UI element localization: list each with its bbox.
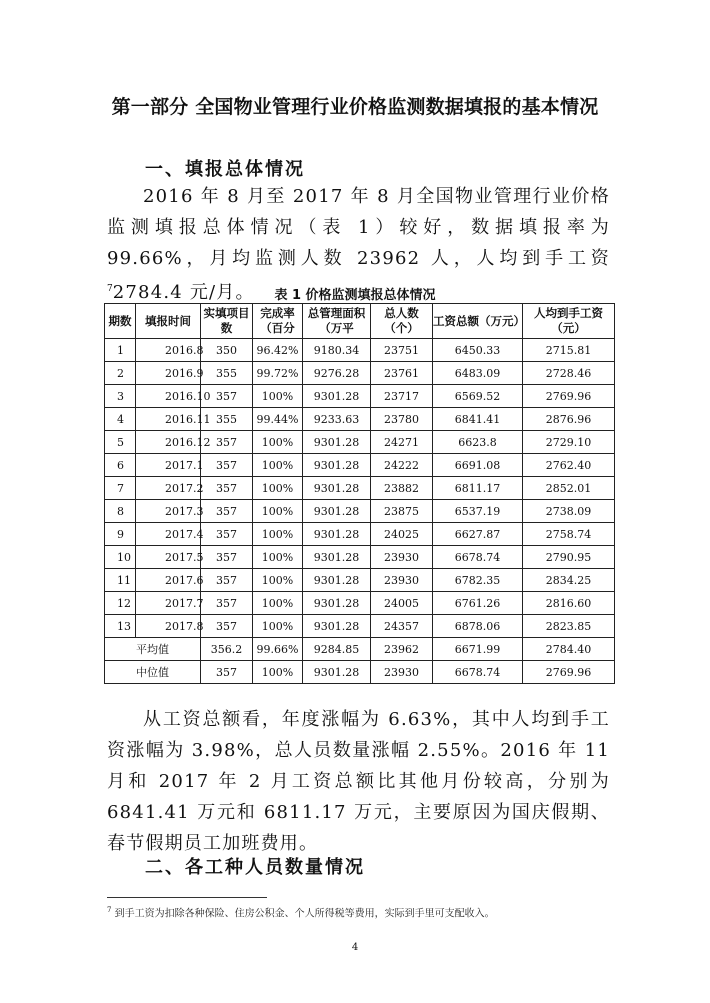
cell-completion-rate: 100%	[253, 477, 303, 500]
cell-items-filled: 357	[201, 500, 253, 523]
cell-completion-rate: 100%	[253, 546, 303, 569]
cell-total-wages: 6623.8	[433, 431, 523, 454]
cell-avg-take-home: 2762.40	[523, 454, 615, 477]
cell-completion-rate: 100%	[253, 661, 303, 684]
table-row	[105, 454, 615, 477]
cell-avg-take-home: 2728.46	[523, 362, 615, 385]
footnote-mark: 7	[107, 906, 112, 914]
table-summary-row	[105, 638, 615, 661]
cell-completion-rate: 99.72%	[253, 362, 303, 385]
monitoring-summary-table	[104, 303, 615, 684]
cell-report-time: 2017.5	[136, 546, 201, 569]
cell-avg-take-home: 2816.60	[523, 592, 615, 615]
cell-total-wages: 6691.08	[433, 454, 523, 477]
cell-period: 7	[105, 477, 136, 500]
table-caption: 表 1 价格监测填报总体情况	[274, 288, 436, 303]
cell-total-area: 9284.85	[303, 638, 371, 661]
cell-total-area: 9233.63	[303, 408, 371, 431]
cell-report-time: 2016.11	[136, 408, 201, 431]
cell-period: 1	[105, 339, 136, 362]
header-total-area: 总管理面积（万平	[303, 304, 371, 339]
cell-items-filled: 357	[201, 523, 253, 546]
cell-period: 12	[105, 592, 136, 615]
cell-total-area: 9301.28	[303, 523, 371, 546]
cell-avg-take-home: 2823.85	[523, 615, 615, 638]
cell-avg-take-home: 2758.74	[523, 523, 615, 546]
cell-items-filled: 356.2	[201, 638, 253, 661]
cell-completion-rate: 100%	[253, 569, 303, 592]
table-row	[105, 477, 615, 500]
cell-total-wages: 6450.33	[433, 339, 523, 362]
cell-total-people: 23780	[371, 408, 433, 431]
cell-report-time: 2017.3	[136, 500, 201, 523]
cell-completion-rate: 96.42%	[253, 339, 303, 362]
cell-report-time: 2016.9	[136, 362, 201, 385]
section-heading-2: 二、各工种人员数量情况	[145, 857, 365, 878]
cell-total-wages: 6878.06	[433, 615, 523, 638]
cell-items-filled: 357	[201, 569, 253, 592]
cell-items-filled: 350	[201, 339, 253, 362]
cell-total-wages: 6782.35	[433, 569, 523, 592]
cell-avg-take-home: 2738.09	[523, 500, 615, 523]
cell-items-filled: 357	[201, 454, 253, 477]
section-heading-1: 一、填报总体情况	[145, 159, 305, 180]
cell-period: 9	[105, 523, 136, 546]
cell-period: 6	[105, 454, 136, 477]
cell-report-time: 2016.12	[136, 431, 201, 454]
header-items-filled: 实填项目数	[201, 304, 253, 339]
paragraph-text-before-ref: 2016 年 8 月至 2017 年 8 月全国物业管理行业价格监测填报总体情况（表 1）较好，数据填报率为 99.66%，月均监测人数 23962 人，人均到手工资	[107, 186, 610, 269]
table-row	[105, 546, 615, 569]
cell-period: 13	[105, 615, 136, 638]
cell-period: 4	[105, 408, 136, 431]
cell-total-people: 24222	[371, 454, 433, 477]
cell-total-people: 23930	[371, 546, 433, 569]
table-header-row	[105, 304, 615, 339]
cell-total-people: 23751	[371, 339, 433, 362]
header-avg-take-home: 人均到手工资（元）	[523, 304, 615, 339]
cell-items-filled: 355	[201, 362, 253, 385]
table-row	[105, 592, 615, 615]
cell-report-time: 2017.2	[136, 477, 201, 500]
cell-period: 2	[105, 362, 136, 385]
cell-completion-rate: 100%	[253, 592, 303, 615]
cell-avg-take-home: 2876.96	[523, 408, 615, 431]
cell-total-people: 23761	[371, 362, 433, 385]
cell-completion-rate: 100%	[253, 615, 303, 638]
cell-total-area: 9301.28	[303, 385, 371, 408]
cell-total-people: 24025	[371, 523, 433, 546]
cell-report-time: 2017.1	[136, 454, 201, 477]
cell-total-people: 23882	[371, 477, 433, 500]
cell-avg-take-home: 2784.40	[523, 638, 615, 661]
cell-total-people: 23930	[371, 661, 433, 684]
table-row	[105, 362, 615, 385]
cell-total-area: 9301.28	[303, 454, 371, 477]
cell-total-people: 23930	[371, 569, 433, 592]
cell-total-area: 9301.28	[303, 500, 371, 523]
cell-report-time: 2017.4	[136, 523, 201, 546]
cell-completion-rate: 99.44%	[253, 408, 303, 431]
cell-completion-rate: 100%	[253, 385, 303, 408]
table-summary-row	[105, 661, 615, 684]
cell-total-area: 9301.28	[303, 569, 371, 592]
cell-report-time: 2017.6	[136, 569, 201, 592]
footnote-divider	[107, 897, 267, 898]
cell-total-wages: 6569.52	[433, 385, 523, 408]
cell-total-people: 24271	[371, 431, 433, 454]
cell-total-wages: 6841.41	[433, 408, 523, 431]
footnote	[107, 903, 495, 921]
cell-total-area: 9180.34	[303, 339, 371, 362]
paragraph-text-after-ref: 2784.4 元/月。	[112, 282, 255, 303]
cell-items-filled: 355	[201, 408, 253, 431]
table-row	[105, 339, 615, 362]
cell-period: 11	[105, 569, 136, 592]
cell-period: 8	[105, 500, 136, 523]
footnote-reference: 7	[107, 284, 113, 294]
cell-total-wages: 6483.09	[433, 362, 523, 385]
cell-items-filled: 357	[201, 385, 253, 408]
page-title: 第一部分 全国物业管理行业价格监测数据填报的基本情况	[111, 96, 599, 118]
header-total-people: 总人数（个）	[371, 304, 433, 339]
cell-total-wages: 6678.74	[433, 546, 523, 569]
cell-total-people: 23962	[371, 638, 433, 661]
cell-total-people: 23875	[371, 500, 433, 523]
cell-period: 3	[105, 385, 136, 408]
cell-items-filled: 357	[201, 477, 253, 500]
cell-completion-rate: 100%	[253, 523, 303, 546]
cell-total-wages: 6537.19	[433, 500, 523, 523]
table-row	[105, 408, 615, 431]
cell-items-filled: 357	[201, 615, 253, 638]
cell-total-area: 9301.28	[303, 592, 371, 615]
header-report-time: 填报时间	[136, 304, 201, 339]
cell-total-people: 24005	[371, 592, 433, 615]
cell-avg-take-home: 2769.96	[523, 661, 615, 684]
cell-avg-take-home: 2715.81	[523, 339, 615, 362]
cell-period: 10	[105, 546, 136, 569]
table-row	[105, 569, 615, 592]
cell-items-filled: 357	[201, 661, 253, 684]
summary-label: 平均值	[105, 638, 201, 661]
cell-total-area: 9301.28	[303, 431, 371, 454]
cell-total-wages: 6761.26	[433, 592, 523, 615]
header-period: 期数	[105, 304, 136, 339]
cell-avg-take-home: 2790.95	[523, 546, 615, 569]
table-row	[105, 615, 615, 638]
cell-total-area: 9276.28	[303, 362, 371, 385]
cell-items-filled: 357	[201, 431, 253, 454]
cell-items-filled: 357	[201, 592, 253, 615]
cell-period: 5	[105, 431, 136, 454]
header-total-wages: 工资总额（万元）	[433, 304, 523, 339]
footnote-text: 到手工资为扣除各种保险、住房公积金、个人所得税等费用，实际到手里可支配收入。	[114, 908, 495, 920]
cell-report-time: 2016.8	[136, 339, 201, 362]
cell-total-wages: 6811.17	[433, 477, 523, 500]
table-row	[105, 523, 615, 546]
cell-avg-take-home: 2729.10	[523, 431, 615, 454]
cell-report-time: 2016.10	[136, 385, 201, 408]
cell-avg-take-home: 2834.25	[523, 569, 615, 592]
wage-analysis-paragraph: 从工资总额看，年度涨幅为 6.63%，其中人均到手工资涨幅为 3.98%，总人员数量涨幅 2.55%。2016 年 11 月和 2017 年 2 月工资总额比其他月份较高，分别为 6841.41 万元和 6811.17 万元，主要原因为国庆假期、春节假期员工加班费用。	[107, 709, 610, 854]
cell-completion-rate: 99.66%	[253, 638, 303, 661]
cell-total-area: 9301.28	[303, 661, 371, 684]
cell-report-time: 2017.8	[136, 615, 201, 638]
cell-total-area: 9301.28	[303, 477, 371, 500]
cell-avg-take-home: 2852.01	[523, 477, 615, 500]
table-row	[105, 431, 615, 454]
cell-total-wages: 6678.74	[433, 661, 523, 684]
cell-avg-take-home: 2769.96	[523, 385, 615, 408]
page-number: 4	[351, 942, 359, 953]
cell-total-wages: 6627.87	[433, 523, 523, 546]
cell-items-filled: 357	[201, 546, 253, 569]
table-row	[105, 385, 615, 408]
cell-completion-rate: 100%	[253, 454, 303, 477]
cell-total-area: 9301.28	[303, 615, 371, 638]
cell-total-area: 9301.28	[303, 546, 371, 569]
cell-total-wages: 6671.99	[433, 638, 523, 661]
summary-label: 中位值	[105, 661, 201, 684]
cell-total-people: 23717	[371, 385, 433, 408]
cell-completion-rate: 100%	[253, 431, 303, 454]
cell-report-time: 2017.7	[136, 592, 201, 615]
cell-total-people: 24357	[371, 615, 433, 638]
cell-completion-rate: 100%	[253, 500, 303, 523]
header-completion-rate: 完成率（百分	[253, 304, 303, 339]
table-row	[105, 500, 615, 523]
